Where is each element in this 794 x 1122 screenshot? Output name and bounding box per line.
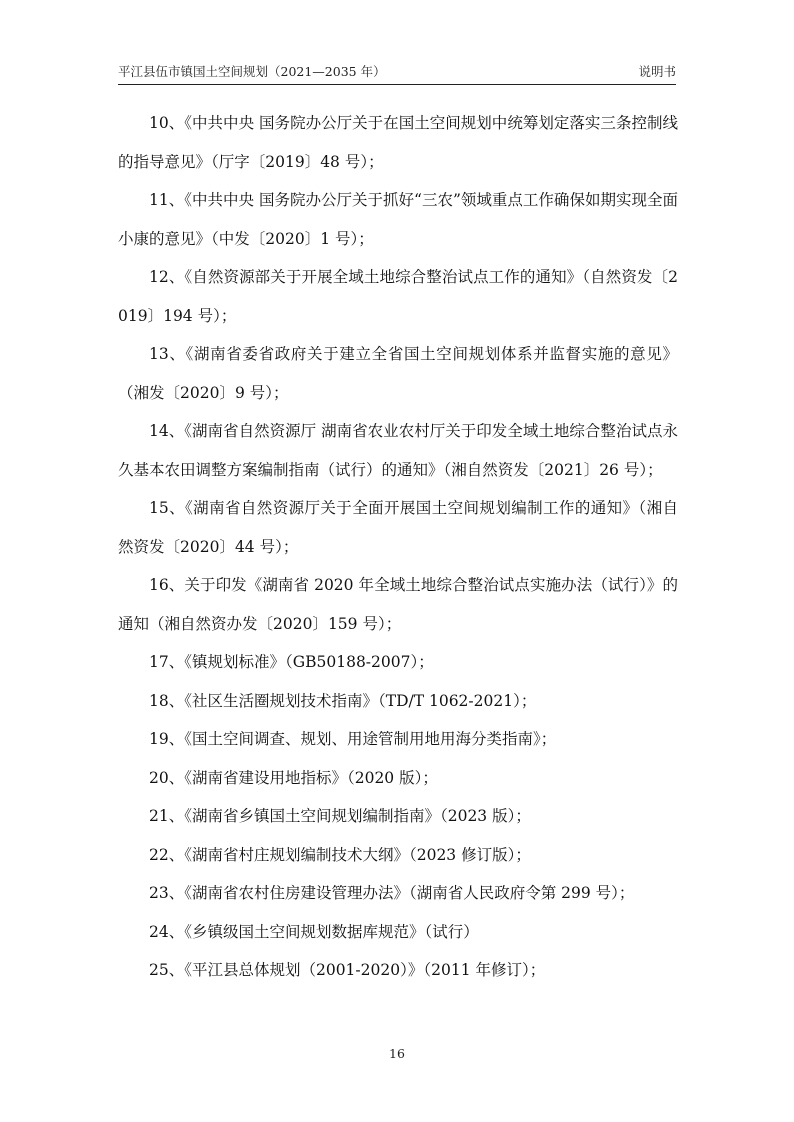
list-item: 19、《国土空间调查、规划、用途管制用地用海分类指南》； xyxy=(149,730,557,748)
list-item: 10、《中共中央 国务院办公厅关于在国土空间规划中统筹划定落实三条控制线的指导意见》（厅字〔2019〕48 号）； xyxy=(118,114,678,171)
list-item: 21、《湖南省乡镇国土空间规划编制指南》（2023 版）； xyxy=(149,807,531,825)
page-header xyxy=(118,62,676,85)
list-item: 20、《湖南省建设用地指标》（2020 版）； xyxy=(149,768,438,787)
list-item: 13、《湖南省委省政府关于建立全省国土空间规划体系并监督实施的意见》（湘发〔2020〕9 号）； xyxy=(118,345,678,402)
list-item: 14、《湖南省自然资源厅 湖南省农业农村厅关于印发全域土地综合整治试点永久基本农田调整方案编制指南（试行）的通知》（湘自然资发〔2021〕26 号）； xyxy=(118,422,678,479)
list-item: 18、《社区生活圈规划技术指南》（TD/T 1062-2021）； xyxy=(149,691,537,710)
list-item: 16、关于印发《湖南省 2020 年全域土地综合整治试点实施办法（试行）》的通知（湘自然资办发〔2020〕159 号）； xyxy=(118,576,678,633)
page-number: 16 xyxy=(389,1046,405,1061)
list-item: 24、《乡镇级国土空间规划数据库规范》（试行） xyxy=(149,922,479,941)
list-item: 12、《自然资源部关于开展全域土地综合整治试点工作的通知》（自然资发〔2019〕194 号）； xyxy=(118,268,678,325)
list-item: 11、《中共中央 国务院办公厅关于抓好“三农”领域重点工作确保如期实现全面小康的意见》（中发〔2020〕1 号）； xyxy=(118,191,678,248)
header-title: 平江县伍市镇国土空间规划（2021—2035 年） xyxy=(118,64,386,79)
list-item: 17、《镇规划标准》（GB50188-2007）； xyxy=(149,653,434,671)
header-doc-type: 说明书 xyxy=(638,64,676,79)
list-item: 25、《平江县总体规划（2001-2020）》（2011 年修订）； xyxy=(149,961,546,979)
regulation-list xyxy=(118,104,678,990)
list-item: 22、《湖南省村庄规划编制技术大纲》（2023 修订版）； xyxy=(149,845,531,864)
list-item: 15、《湖南省自然资源厅关于全面开展国土空间规划编制工作的通知》（湘自然资发〔2020〕44 号）； xyxy=(118,499,678,556)
list-item: 23、《湖南省农村住房建设管理办法》（湖南省人民政府令第 299 号）； xyxy=(149,884,635,902)
